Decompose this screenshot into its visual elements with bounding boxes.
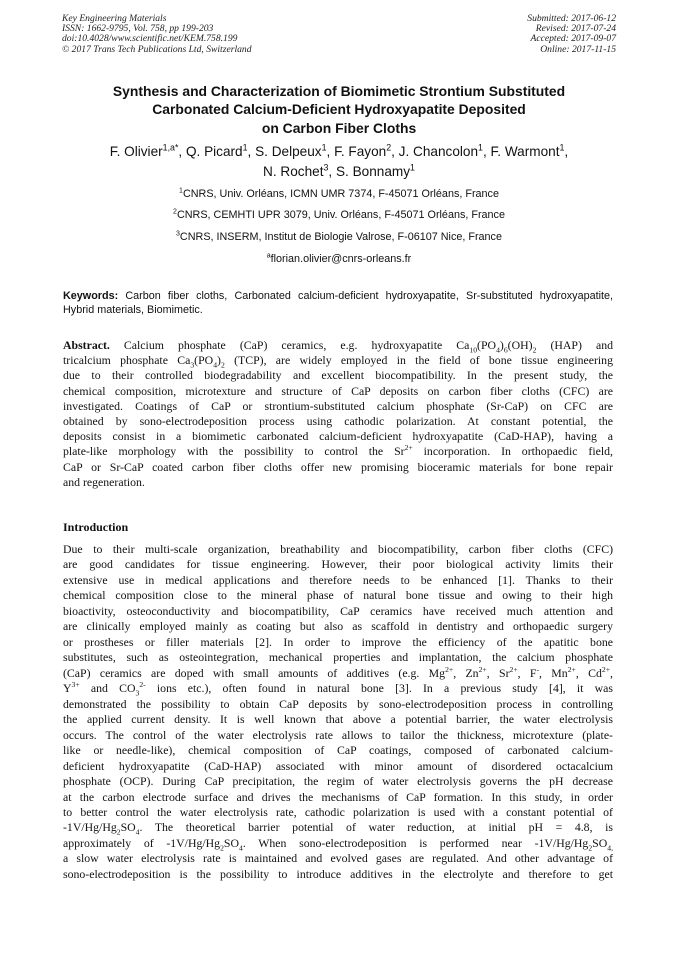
superscript: 2- [139,680,146,690]
body-line: at the carbon electrode surface and drives the mechanisms of CaP formation. In this study, in order [63,789,613,804]
superscript: 2+ [509,664,518,674]
text-run: -1V/Hg/Hg [63,820,117,835]
affiliation-mark: 3 [176,230,180,238]
paper-title [40,82,638,137]
subscript: 2 [220,360,225,370]
text-run: , Zn [453,665,479,680]
superscript: 2+ [445,664,454,674]
superscript: - [536,664,540,674]
author-list [40,142,638,181]
body-line: are clinically employed mainly as coating but also as scaffold in dentistry and orthopaedic surgery [63,619,613,634]
date-submitted: Submitted: 2017-06-12 [527,13,616,24]
section-heading-introduction: Introduction [63,520,129,534]
affiliation-text: CNRS, Univ. Orléans, ICMN UMR 7374, F-45071 Orléans, France [182,188,499,200]
text-run: , Mn [539,665,568,680]
date-online: Online: 2017-11-15 [540,43,616,55]
text-run: approximately of -1V/Hg/Hg [63,835,221,850]
journal-issn: ISSN: 1662-9795, Vol. 758, pp 199-203 [62,23,214,35]
subscript: 4, [607,843,613,853]
author-affiliation-mark: 1 [559,142,565,153]
text-run: ions etc.), often found in natural bone [3]. In a previous study [4], it was [145,681,613,696]
body-line [63,836,613,851]
author-name: F. Olivier [109,144,163,159]
text-run: (OH) [507,338,533,352]
journal-doi: doi:10.4028/www.scientific.net/KEM.758.199 [62,33,238,45]
author-line-1 [40,142,638,162]
title-line-3: on Carbon Fiber Cloths [261,119,417,136]
introduction-body [63,542,613,882]
body-line: occurs. The control of the water electrolysis rate allows to tailor the thickness, microtexture (plate- [63,727,613,742]
date-revised: Revised: 2017-07-24 [535,23,616,35]
author-affiliation-mark: 1 [321,142,327,153]
abstract-line: deposits consist in a biomimetic carbonated calcium-deficient hydroxyapatite (CaD-HAP), having a [63,429,613,444]
subscript: 2 [532,345,537,355]
text-run: . When sono-electrodeposition is performed near -1V/Hg/Hg [242,835,589,850]
email-text: florian.olivier@cnrs-orleans.fr [270,253,412,265]
journal-info [62,14,252,55]
publication-dates [527,14,616,55]
body-line [63,666,613,681]
author-name: , F. Warmont [482,144,560,159]
abstract-line: CaP or Sr-CaP coated carbon fiber cloths offer new promising bioceramic materials for bone repair [63,459,613,474]
subscript: 3 [135,688,140,698]
body-line: extensive use in medical applications and therefore needs to be enhanced [1]. Thanks to their [63,572,613,587]
body-line: demonstrated the possibility to obtain CaP deposits by sono-electrodeposition process in controlling [63,696,613,711]
text-run: tricalcium phosphate Ca [63,353,191,368]
text-run: (TCP), are widely employed in the field of bone tissue engineering [224,353,613,368]
author-affiliation-mark: 1,a* [162,142,179,153]
text-run: , Sr [486,665,510,680]
author-name: , S. Delpeux [247,144,322,159]
abstract-label: Abstract. [63,338,110,352]
body-line: Due to their multi-scale organization, breathability and biocompatibility, carbon fiber cloths (CFC) [63,542,613,556]
author-line-2 [40,162,638,182]
body-line [63,820,613,835]
abstract-line: investigated. Coatings of CaP or strontium-substituted calcium phosphate (Sr-CaP) on CFC are [63,398,613,413]
superscript: 3+ [71,680,80,690]
text-run: Y [63,681,72,696]
text-run: ) [499,338,504,352]
abstract [63,338,613,490]
subscript: 4 [213,360,218,370]
body-line: the applied current density. It is well known that above a potential barrier, the water electrolysis [63,712,613,727]
subscript: 3 [190,360,195,370]
abstract-line [63,353,613,368]
subscript: 6 [503,345,508,355]
abstract-line: and regeneration. [63,474,145,489]
keywords-label: Keywords: [63,290,119,302]
author-name: , S. Bonnamy [328,163,411,179]
text-run: (CaP) ceramics are doped with small amounts of additives (e.g. Mg [63,665,446,680]
journal-copyright: © 2017 Trans Tech Publications Ltd, Switzerland [62,43,252,55]
body-line: to better control the water electrolysis rate, cathodic polarization is used with a constant potential of [63,804,613,819]
author-name: , Q. Picard [178,144,243,159]
superscript: 2+ [567,664,576,674]
abstract-line [63,338,613,353]
text-run: plate-like morphology with the possibility to control the Sr [63,444,405,459]
text-run: , F [517,665,537,680]
superscript: 2+ [404,443,413,453]
author-affiliation-mark: 1 [242,142,248,153]
body-line: like or needle-like), chemical composition of CaP coatings, composed of carbonated calcium- [63,743,613,758]
abstract-line: chemical composition, microtexture and structure of CaP deposits on carbon fiber cloths (CFC) are [63,383,613,398]
keywords [63,289,613,317]
body-line: are good candidates for tissue engineering. However, their poor biological activity limits their [63,557,613,572]
text-run: , Cd [575,665,602,680]
author-separator: , [564,144,569,159]
author-affiliation-mark: 2 [386,142,392,153]
body-line [63,681,613,696]
author-affiliation-mark: 1 [478,142,483,153]
text-run: SO [120,820,136,835]
superscript: 2+ [478,664,487,674]
author-email [40,252,638,266]
affiliation-mark: 1 [179,187,183,195]
affiliation-text: CNRS, CEMHTI UPR 3079, Univ. Orléans, F-45071 Orléans, France [176,209,505,221]
author-affiliation-mark: 1 [410,162,415,173]
author-name: , F. Fayon [326,144,387,159]
body-line: chemical composition close to the mineral phase of natural bone tissue and owing to their high [63,588,613,603]
body-line: phosphate (OCP). During CaP precipitation, the regim of water electrolysis governs the pH decrease [63,774,613,789]
body-line: a slow water electrolysis rate is maintained and evolved gases are regulated. And other advantage of [63,851,613,866]
text-run: ) [217,353,221,368]
affiliation-3 [40,230,638,244]
title-line-2: Carbonated Calcium-Deficient Hydroxyapatite Deposited [152,101,526,118]
subscript: 4 [135,827,140,837]
text-run: incorporation. In orthopaedic field, [412,444,613,459]
subscript: 4 [239,843,243,853]
text-run: . The theoretical barrier potential of water reduction, at initial pH = 4.8, is [139,820,613,835]
text-run: Calcium phosphate (CaP) ceramics, e.g. hydroxyapatite Ca [109,338,470,352]
text-run: SO [592,835,608,850]
abstract-line: due to their controlled biodegradability and excellent biocompatibility. In the present study, the [63,368,613,383]
body-line: bioactivity, osteoconductivity and biocompatibility, CaP ceramics have received much attention and [63,603,613,618]
subscript: 4 [496,345,500,355]
subscript: 2 [588,843,593,853]
affiliation-mark: 2 [173,208,177,216]
keywords-text: Carbon fiber cloths, Carbonated calcium-deficient hydroxyapatite, Sr-substituted hydroxyapatite, Hybrid materials, Biomimetic. [63,290,613,317]
title-line-1: Synthesis and Characterization of Biomimetic Strontium Substituted [112,83,566,99]
date-accepted: Accepted: 2017-09-07 [530,33,616,45]
text-run: (PO [194,353,214,368]
abstract-line: obtained by sono-electrodeposition process using cathodic polarization. At constant potential, the [63,413,613,428]
affiliation-1 [40,187,638,201]
journal-name: Key Engineering Materials [62,13,167,24]
text-run: (HAP) and [536,338,614,352]
author-name: , J. Chancolon [391,144,479,159]
affiliation-2 [40,208,638,222]
superscript: 2+ [601,664,611,674]
body-line: substitutes, such as osteointegration, mechanical properties and implantation, the calcium phosphate [63,650,613,665]
affiliation-text: CNRS, INSERM, Institut de Biologie Valrose, F-06107 Nice, France [179,231,502,243]
author-affiliation-mark: 3 [323,162,329,173]
text-run: SO [223,835,239,850]
abstract-line [63,444,613,459]
body-line: or prostheses or filler materials [2]. In order to improve the efficiency of the apatitic bone [63,634,613,649]
subscript: 2 [116,827,121,837]
subscript: 10 [469,345,478,355]
text-run: and CO [79,681,136,696]
author-name: N. Rochet [263,163,324,179]
text-run: , [610,665,613,680]
body-line: sono-electrodeposition is the possibility to introduce additives in the electrolyte and therefore to get [63,866,613,881]
text-run: (PO [477,338,497,352]
subscript: 2 [220,843,224,853]
body-line: deficient hydroxyapatite (CaD-HAP) associated with minor amount of disordered octacalcium [63,758,613,773]
affiliation-mark: a [266,252,271,260]
